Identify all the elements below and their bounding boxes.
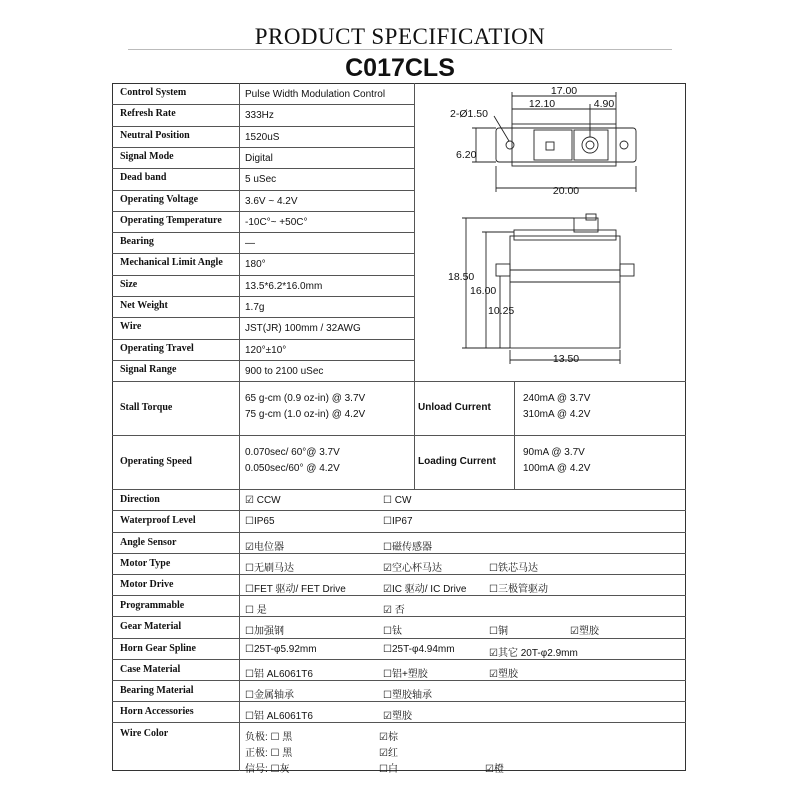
row-divider <box>112 317 414 318</box>
wire-color-option-a[interactable]: ☐白 <box>379 764 398 776</box>
option-checkbox[interactable]: ☐25T-φ4.94mm <box>383 643 455 655</box>
speed-label: Operating Speed <box>120 456 192 468</box>
spec-label: Signal Range <box>120 363 177 375</box>
option-checkbox[interactable]: ☐IP65 <box>245 516 275 528</box>
servo-dimension-drawing <box>414 84 682 376</box>
option-checkbox[interactable]: ☐IP67 <box>383 516 413 528</box>
option-checkbox[interactable]: ☑空心杯马达 <box>383 562 442 574</box>
column-divider <box>414 435 415 489</box>
option-checkbox[interactable]: ☐金属轴承 <box>245 690 294 701</box>
row-divider <box>112 147 414 148</box>
dim-body-height: 10.25 <box>488 305 515 317</box>
row-divider <box>112 296 414 297</box>
spec-value: JST(JR) 100mm / 32AWG <box>245 323 361 335</box>
title-divider <box>128 49 672 50</box>
mounting-hole-left <box>506 141 514 149</box>
spec-label: Mechanical Limit Angle <box>120 257 223 269</box>
option-checkbox[interactable]: ☑ 否 <box>383 605 405 617</box>
wire-color-name: 负极: ☐ 黑 <box>245 732 293 744</box>
spec-label: Signal Mode <box>120 150 174 162</box>
spec-value: — <box>245 238 255 250</box>
output-shaft-icon <box>582 137 598 153</box>
option-checkbox[interactable]: ☐铝 AL6061T6 <box>245 668 313 680</box>
torque-line-2: 75 g-cm (1.0 oz-in) @ 4.2V <box>245 409 366 421</box>
torque-line-1: 65 g-cm (0.9 oz-in) @ 3.7V <box>245 393 366 405</box>
spec-value: Digital <box>245 152 273 164</box>
wire-color-option-a[interactable]: ☑红 <box>379 748 398 760</box>
option-checkbox[interactable]: ☐无刷马达 <box>245 562 294 574</box>
option-label: Direction <box>120 494 160 506</box>
option-checkbox[interactable]: ☐ 是 <box>245 605 267 617</box>
dim-height: 6.20 <box>456 149 477 161</box>
row-divider <box>112 168 414 169</box>
option-checkbox[interactable]: ☐铝+塑胶 <box>383 668 428 680</box>
dim-hole-spec: 2-Ø1.50 <box>450 108 488 120</box>
row-divider <box>112 574 686 575</box>
wire-color-option-b[interactable]: ☑橙 <box>485 764 504 776</box>
column-divider <box>239 381 240 435</box>
row-divider <box>112 275 414 276</box>
option-label: Programmable <box>120 600 185 612</box>
row-divider <box>112 360 414 361</box>
row-divider <box>112 489 686 490</box>
dim-side-width: 13.50 <box>552 353 580 365</box>
spec-label: Refresh Rate <box>120 108 176 120</box>
row-divider <box>112 659 686 660</box>
option-label: Motor Drive <box>120 579 174 590</box>
spec-value: 5 uSec <box>245 174 277 186</box>
row-divider <box>112 232 414 233</box>
option-checkbox[interactable]: ☑电位器 <box>245 541 284 553</box>
row-divider <box>112 211 414 212</box>
option-checkbox[interactable]: ☐25T-φ5.92mm <box>245 643 317 655</box>
row-divider <box>112 510 686 511</box>
speed-sub-label: Loading Current <box>418 456 496 468</box>
dim-total-height: 18.50 <box>448 271 475 283</box>
option-label: Case Material <box>120 663 181 675</box>
option-checkbox[interactable]: ☑ CCW <box>245 495 281 507</box>
row-divider <box>112 701 686 702</box>
column-divider <box>414 381 415 435</box>
spec-label: Net Weight <box>120 300 168 311</box>
spec-value: -10C°~ +50C° <box>245 216 308 228</box>
row-divider <box>112 435 686 436</box>
option-checkbox[interactable]: ☐加强钢 <box>245 626 284 638</box>
spec-label: Size <box>120 278 138 290</box>
torque-sub-line-2: 310mA @ 4.2V <box>523 409 591 421</box>
wire-color-option-a[interactable]: ☑棕 <box>379 732 398 744</box>
column-divider <box>239 489 240 771</box>
dim-right: 4.90 <box>593 98 615 110</box>
spec-value: 180° <box>245 259 266 271</box>
wire-color-name: 信号: ☐灰 <box>245 764 290 776</box>
dim-left: 12.10 <box>528 98 556 110</box>
torque-sub-label: Unload Current <box>418 402 491 414</box>
row-divider <box>112 595 686 596</box>
dim-tab-height: 16.00 <box>470 285 497 297</box>
row-divider <box>112 381 686 382</box>
option-label: Angle Sensor <box>120 536 177 548</box>
row-divider <box>112 190 414 191</box>
speed-line-2: 0.050sec/60° @ 4.2V <box>245 463 340 475</box>
option-checkbox[interactable]: ☑IC 驱动/ IC Drive <box>383 584 467 595</box>
option-checkbox[interactable]: ☐钛 <box>383 626 402 638</box>
row-divider <box>112 616 686 617</box>
document-title: PRODUCT SPECIFICATION <box>254 24 546 49</box>
column-divider <box>239 435 240 489</box>
dim-overall-tab: 17.00 <box>550 85 578 97</box>
row-divider <box>112 104 414 105</box>
option-checkbox[interactable]: ☐磁传感器 <box>383 541 432 553</box>
option-checkbox[interactable]: ☑其它 20T-φ2.9mm <box>489 647 578 659</box>
column-divider <box>239 83 240 381</box>
spec-label: Dead band <box>120 172 167 184</box>
option-checkbox[interactable]: ☑塑胶 <box>383 711 412 723</box>
spec-label: Control System <box>120 87 187 98</box>
option-label: Motor Type <box>120 557 171 569</box>
spec-label: Operating Temperature <box>120 214 222 226</box>
row-divider <box>112 126 414 127</box>
option-checkbox[interactable]: ☐FET 驱动/ FET Drive <box>245 584 346 595</box>
spec-label: Operating Travel <box>120 342 194 354</box>
option-checkbox[interactable]: ☑塑胶 <box>570 626 599 638</box>
option-checkbox[interactable]: ☐铜 <box>489 626 508 638</box>
model-number: C017CLS <box>345 54 455 82</box>
spec-label: Wire <box>120 321 142 333</box>
option-label: Horn Gear Spline <box>120 642 196 654</box>
spec-label: Operating Voltage <box>120 193 199 205</box>
option-label: Horn Accessories <box>120 706 194 718</box>
option-label: Bearing Material <box>120 685 194 696</box>
option-checkbox[interactable]: ☐塑胶轴承 <box>383 690 432 701</box>
option-checkbox[interactable]: ☑塑胶 <box>489 668 518 680</box>
option-label: Waterproof Level <box>120 515 196 527</box>
row-divider <box>112 638 686 639</box>
dim-width: 20.00 <box>552 185 580 197</box>
spec-label: Neutral Position <box>120 129 190 141</box>
row-divider <box>112 553 686 554</box>
row-divider <box>112 253 414 254</box>
spec-value: 3.6V ~ 4.2V <box>245 195 298 207</box>
spec-value: 1.7g <box>245 302 265 313</box>
option-label: Gear Material <box>120 621 182 633</box>
wire-color-label: Wire Color <box>120 728 169 740</box>
row-divider <box>112 722 686 723</box>
spec-value: 120°±10° <box>245 344 287 356</box>
row-divider <box>112 680 686 681</box>
torque-label: Stall Torque <box>120 402 173 414</box>
spec-value: 900 to 2100 uSec <box>245 365 324 377</box>
torque-sub-line-1: 240mA @ 3.7V <box>523 393 591 405</box>
wire-color-name: 正极: ☐ 黑 <box>245 748 293 760</box>
column-divider <box>514 381 515 435</box>
spec-value: Pulse Width Modulation Control <box>245 89 386 100</box>
speed-line-1: 0.070sec/ 60°@ 3.7V <box>245 447 340 459</box>
spec-value: 333Hz <box>245 110 274 122</box>
row-divider <box>112 532 686 533</box>
speed-sub-line-1: 90mA @ 3.7V <box>523 447 585 459</box>
spec-value: 1520uS <box>245 131 280 143</box>
option-checkbox[interactable]: ☐铝 AL6061T6 <box>245 711 313 723</box>
option-checkbox[interactable]: ☐铁芯马达 <box>489 562 538 574</box>
option-checkbox[interactable]: ☐三极管驱动 <box>489 584 548 595</box>
row-divider <box>112 339 414 340</box>
option-checkbox[interactable]: ☐ CW <box>383 495 412 507</box>
speed-sub-line-2: 100mA @ 4.2V <box>523 463 591 475</box>
column-divider <box>514 435 515 489</box>
spec-value: 13.5*6.2*16.0mm <box>245 280 323 292</box>
mounting-hole-right <box>620 141 628 149</box>
spec-label: Bearing <box>120 236 154 248</box>
